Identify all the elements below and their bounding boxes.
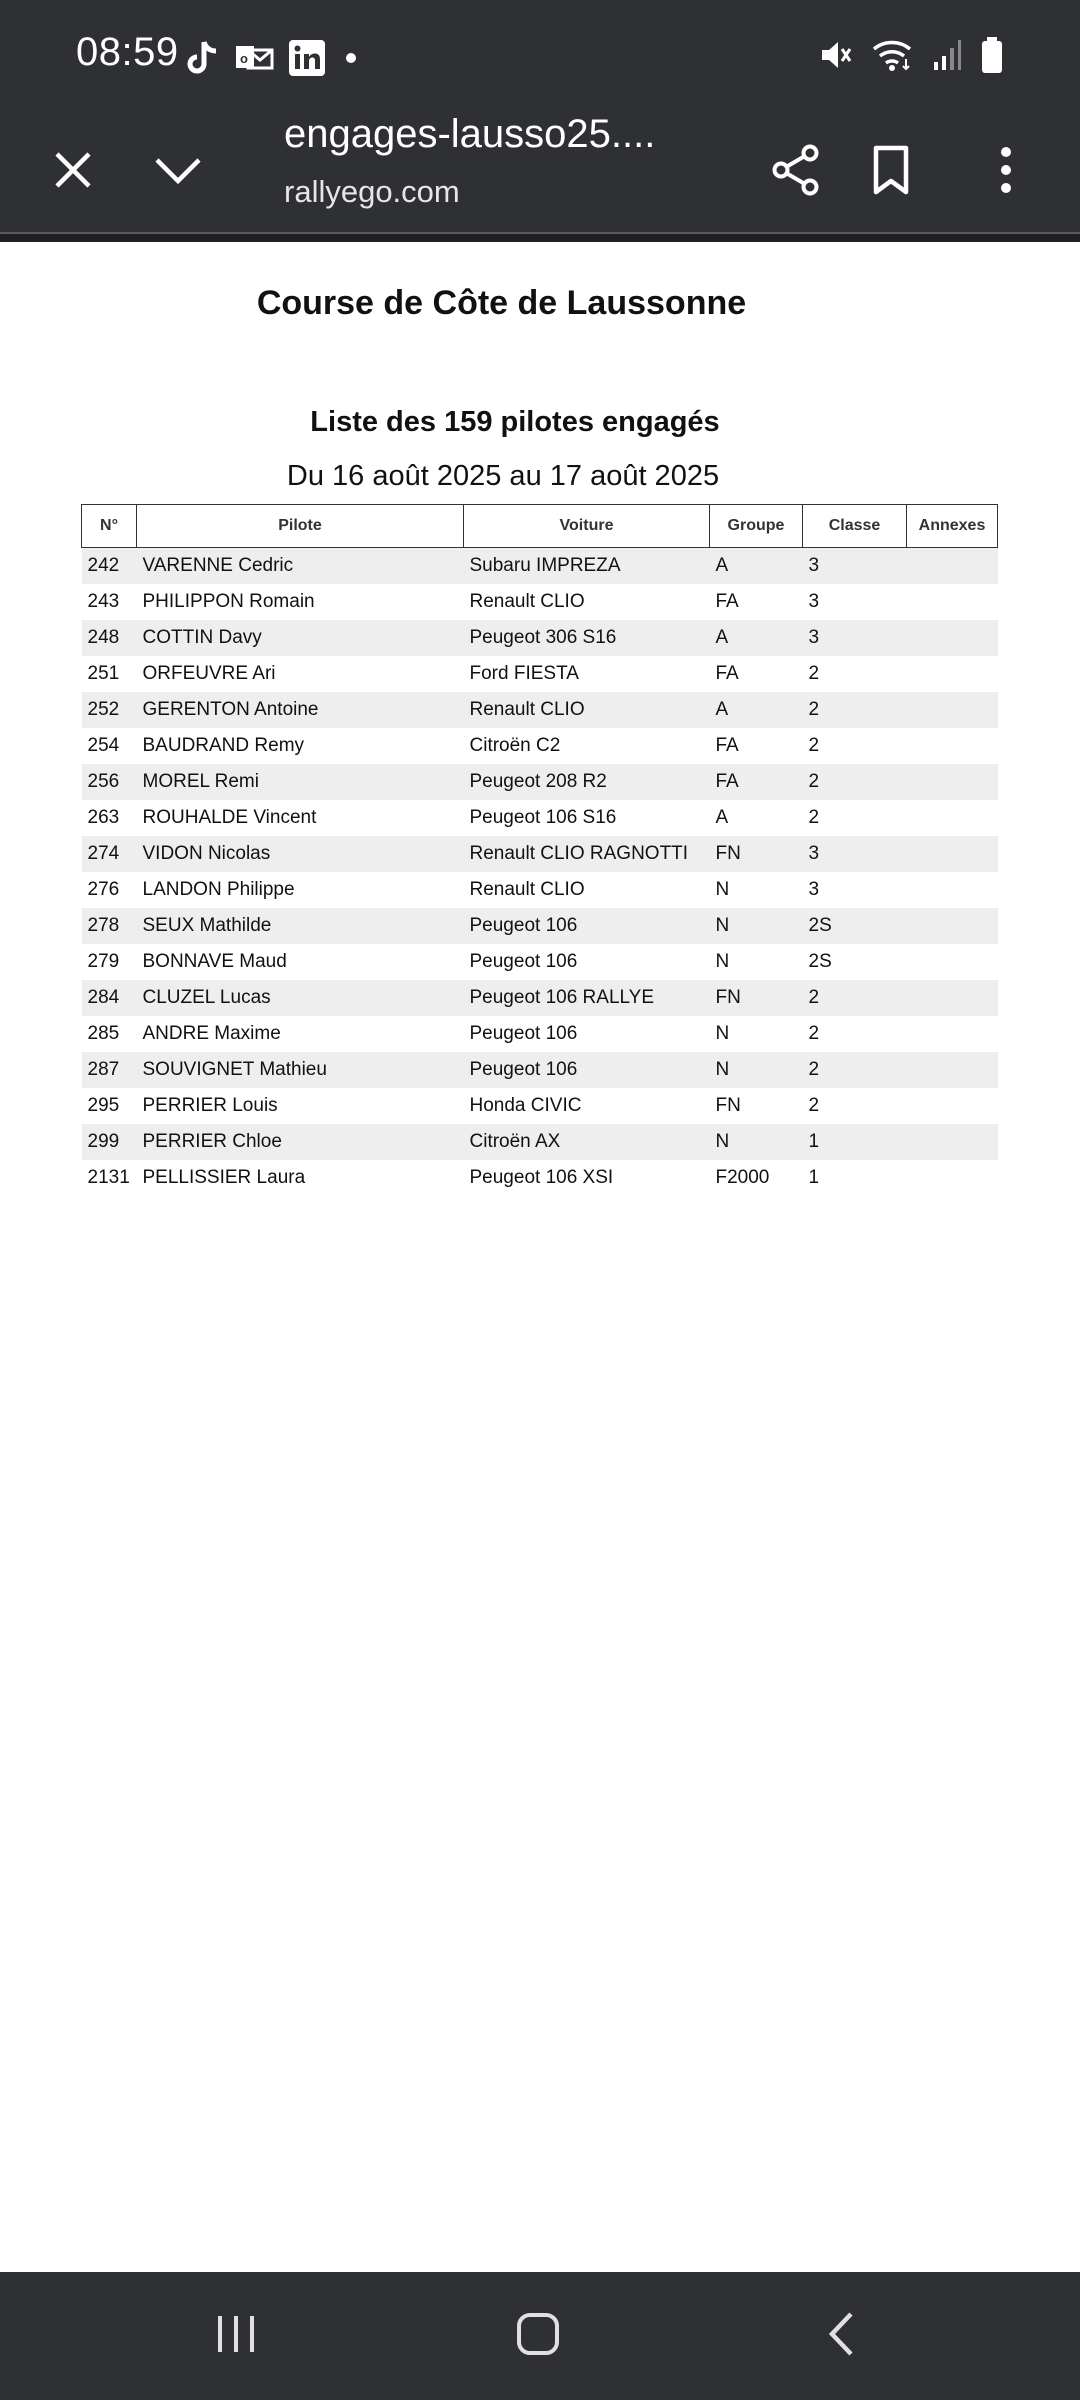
cell-car: Peugeot 106 [464,908,710,944]
table-row [82,764,998,800]
cell-car: Renault CLIO RAGNOTTI [464,836,710,872]
browser-toolbar [0,112,1080,232]
battery-icon [980,36,1004,74]
cell-annexes [907,836,998,872]
cell-annexes [907,944,998,980]
document-subtitle: Liste des 159 pilotes engagés [310,406,720,438]
cell-class: 2S [803,944,907,980]
cell-group: N [710,1124,803,1160]
table-row [82,1016,998,1052]
cell-group: FN [710,980,803,1016]
table-row [82,692,998,728]
cell-pilot: GERENTON Antoine [137,692,464,728]
cell-group: FA [710,656,803,692]
table-row [82,872,998,908]
cell-group: N [710,1016,803,1052]
cell-annexes [907,1088,998,1124]
status-app-icons [184,38,356,78]
cell-class: 1 [803,1124,907,1160]
tiktok-icon [184,38,220,78]
cell-pilot: ANDRE Maxime [137,1016,464,1052]
cell-number: 252 [82,692,137,728]
cell-pilot: BONNAVE Maud [137,944,464,980]
cell-annexes [907,1052,998,1088]
cell-annexes [907,1160,998,1196]
cell-annexes [907,692,998,728]
document-title: Course de Côte de Laussonne [256,284,747,322]
share-icon [770,143,822,202]
cell-group: A [710,548,803,584]
back-button[interactable] [781,2296,901,2376]
cell-number: 242 [82,548,137,584]
cell-annexes [907,1124,998,1160]
close-icon [51,148,95,197]
cell-class: 2S [803,908,907,944]
cell-pilot: VARENNE Cedric [137,548,464,584]
more-vertical-icon [998,146,1014,199]
cell-number: 299 [82,1124,137,1160]
cell-number: 251 [82,656,137,692]
cell-car: Peugeot 306 S16 [464,620,710,656]
cell-car: Renault CLIO [464,584,710,620]
cell-pilot: PELLISSIER Laura [137,1160,464,1196]
table-header [82,505,998,548]
cell-pilot: COTTIN Davy [137,620,464,656]
cell-annexes [907,728,998,764]
cell-annexes [907,764,998,800]
linkedin-icon [288,39,326,77]
cell-number: 256 [82,764,137,800]
cell-car: Peugeot 106 RALLYE [464,980,710,1016]
header-annexes: Annexes [907,505,998,548]
header-number: N° [82,505,137,548]
cell-car: Peugeot 106 [464,1016,710,1052]
cell-pilot: PERRIER Louis [137,1088,464,1124]
cell-class: 2 [803,1088,907,1124]
cell-number: 279 [82,944,137,980]
cell-annexes [907,656,998,692]
cell-pilot: BAUDRAND Remy [137,728,464,764]
cell-class: 2 [803,980,907,1016]
mail-icon [234,40,274,76]
cell-class: 3 [803,872,907,908]
header-pilot: Pilote [137,505,464,548]
svg-text:o: o [240,51,248,66]
cell-number: 278 [82,908,137,944]
cell-annexes [907,980,998,1016]
recent-apps-icon [214,2312,258,2361]
cell-class: 3 [803,836,907,872]
home-icon [515,2311,561,2362]
cell-annexes [907,872,998,908]
cell-group: F2000 [710,1160,803,1196]
table-row [82,620,998,656]
cell-car: Ford FIESTA [464,656,710,692]
chevron-down-icon [153,154,203,191]
cell-car: Peugeot 106 XSI [464,1160,710,1196]
cell-number: 263 [82,800,137,836]
page-title[interactable]: engages-lausso25.... [284,112,656,156]
cell-number: 2131 [82,1160,137,1196]
cell-pilot: PERRIER Chloe [137,1124,464,1160]
cell-annexes [907,908,998,944]
table-row [82,800,998,836]
cell-car: Citroën AX [464,1124,710,1160]
table-row [82,980,998,1016]
signal-icon [932,38,962,72]
cell-pilot: ORFEUVRE Ari [137,656,464,692]
cell-pilot: ROUHALDE Vincent [137,800,464,836]
bookmark-icon [871,145,911,200]
cell-pilot: PHILIPPON Romain [137,584,464,620]
pdf-document[interactable] [0,242,1080,2272]
table-row [82,908,998,944]
cell-car: Subaru IMPREZA [464,548,710,584]
close-tab-button[interactable] [33,132,113,212]
pilots-table [81,504,998,1196]
cell-number: 243 [82,584,137,620]
cell-class: 2 [803,728,907,764]
table-row [82,728,998,764]
cell-car: Peugeot 106 [464,944,710,980]
share-button[interactable] [756,132,836,212]
toolbar-divider [0,232,1080,242]
cell-class: 2 [803,1052,907,1088]
cell-group: A [710,800,803,836]
cell-number: 248 [82,620,137,656]
cell-class: 2 [803,1016,907,1052]
cell-group: FA [710,584,803,620]
cell-class: 2 [803,764,907,800]
table-body [82,548,998,1196]
wifi-icon [872,37,914,73]
table-row [82,548,998,584]
cell-class: 3 [803,584,907,620]
table-row [82,584,998,620]
cell-pilot: SOUVIGNET Mathieu [137,1052,464,1088]
cell-pilot: SEUX Mathilde [137,908,464,944]
table-row [82,656,998,692]
cell-number: 254 [82,728,137,764]
cell-number: 274 [82,836,137,872]
cell-car: Peugeot 106 [464,1052,710,1088]
table-row [82,944,998,980]
cell-car: Citroën C2 [464,728,710,764]
header-car: Voiture [464,505,710,548]
cell-group: FN [710,836,803,872]
table-row [82,1160,998,1196]
cell-group: N [710,908,803,944]
cell-class: 2 [803,656,907,692]
cell-number: 295 [82,1088,137,1124]
cell-group: FA [710,728,803,764]
cell-class: 3 [803,548,907,584]
cell-group: N [710,944,803,980]
table-row [82,1124,998,1160]
cell-class: 3 [803,620,907,656]
cell-group: N [710,1052,803,1088]
cell-group: N [710,872,803,908]
cell-car: Peugeot 106 S16 [464,800,710,836]
cell-car: Renault CLIO [464,692,710,728]
table-row [82,1052,998,1088]
cell-group: A [710,620,803,656]
cell-annexes [907,548,998,584]
cell-group: FA [710,764,803,800]
cell-class: 2 [803,692,907,728]
cell-pilot: LANDON Philippe [137,872,464,908]
cell-annexes [907,620,998,656]
cell-pilot: MOREL Remi [137,764,464,800]
status-indicators [818,36,1004,74]
bookmark-button[interactable] [851,132,931,212]
table-row [82,1088,998,1124]
system-nav-bar [0,2272,1080,2400]
cell-pilot: CLUZEL Lucas [137,980,464,1016]
back-icon [826,2310,856,2363]
cell-number: 285 [82,1016,137,1052]
cell-number: 287 [82,1052,137,1088]
cell-number: 284 [82,980,137,1016]
cell-class: 2 [803,800,907,836]
cell-car: Honda CIVIC [464,1088,710,1124]
cell-pilot: VIDON Nicolas [137,836,464,872]
document-dates: Du 16 août 2025 au 17 août 2025 [286,460,720,492]
cell-class: 1 [803,1160,907,1196]
page-domain[interactable]: rallyego.com [284,174,460,209]
status-time: 08:59 [76,30,179,74]
header-group: Groupe [710,505,803,548]
cell-annexes [907,1016,998,1052]
home-button[interactable] [478,2296,598,2376]
table-row [82,836,998,872]
recent-apps-button[interactable] [176,2296,296,2376]
cell-number: 276 [82,872,137,908]
mute-icon [818,37,854,73]
minimize-button[interactable] [138,132,218,212]
more-options-button[interactable] [966,132,1046,212]
cell-group: A [710,692,803,728]
header-class: Classe [803,505,907,548]
status-bar [0,0,1080,112]
cell-car: Peugeot 208 R2 [464,764,710,800]
cell-car: Renault CLIO [464,872,710,908]
cell-annexes [907,800,998,836]
cell-group: FN [710,1088,803,1124]
cell-annexes [907,584,998,620]
notification-dot [346,53,356,63]
